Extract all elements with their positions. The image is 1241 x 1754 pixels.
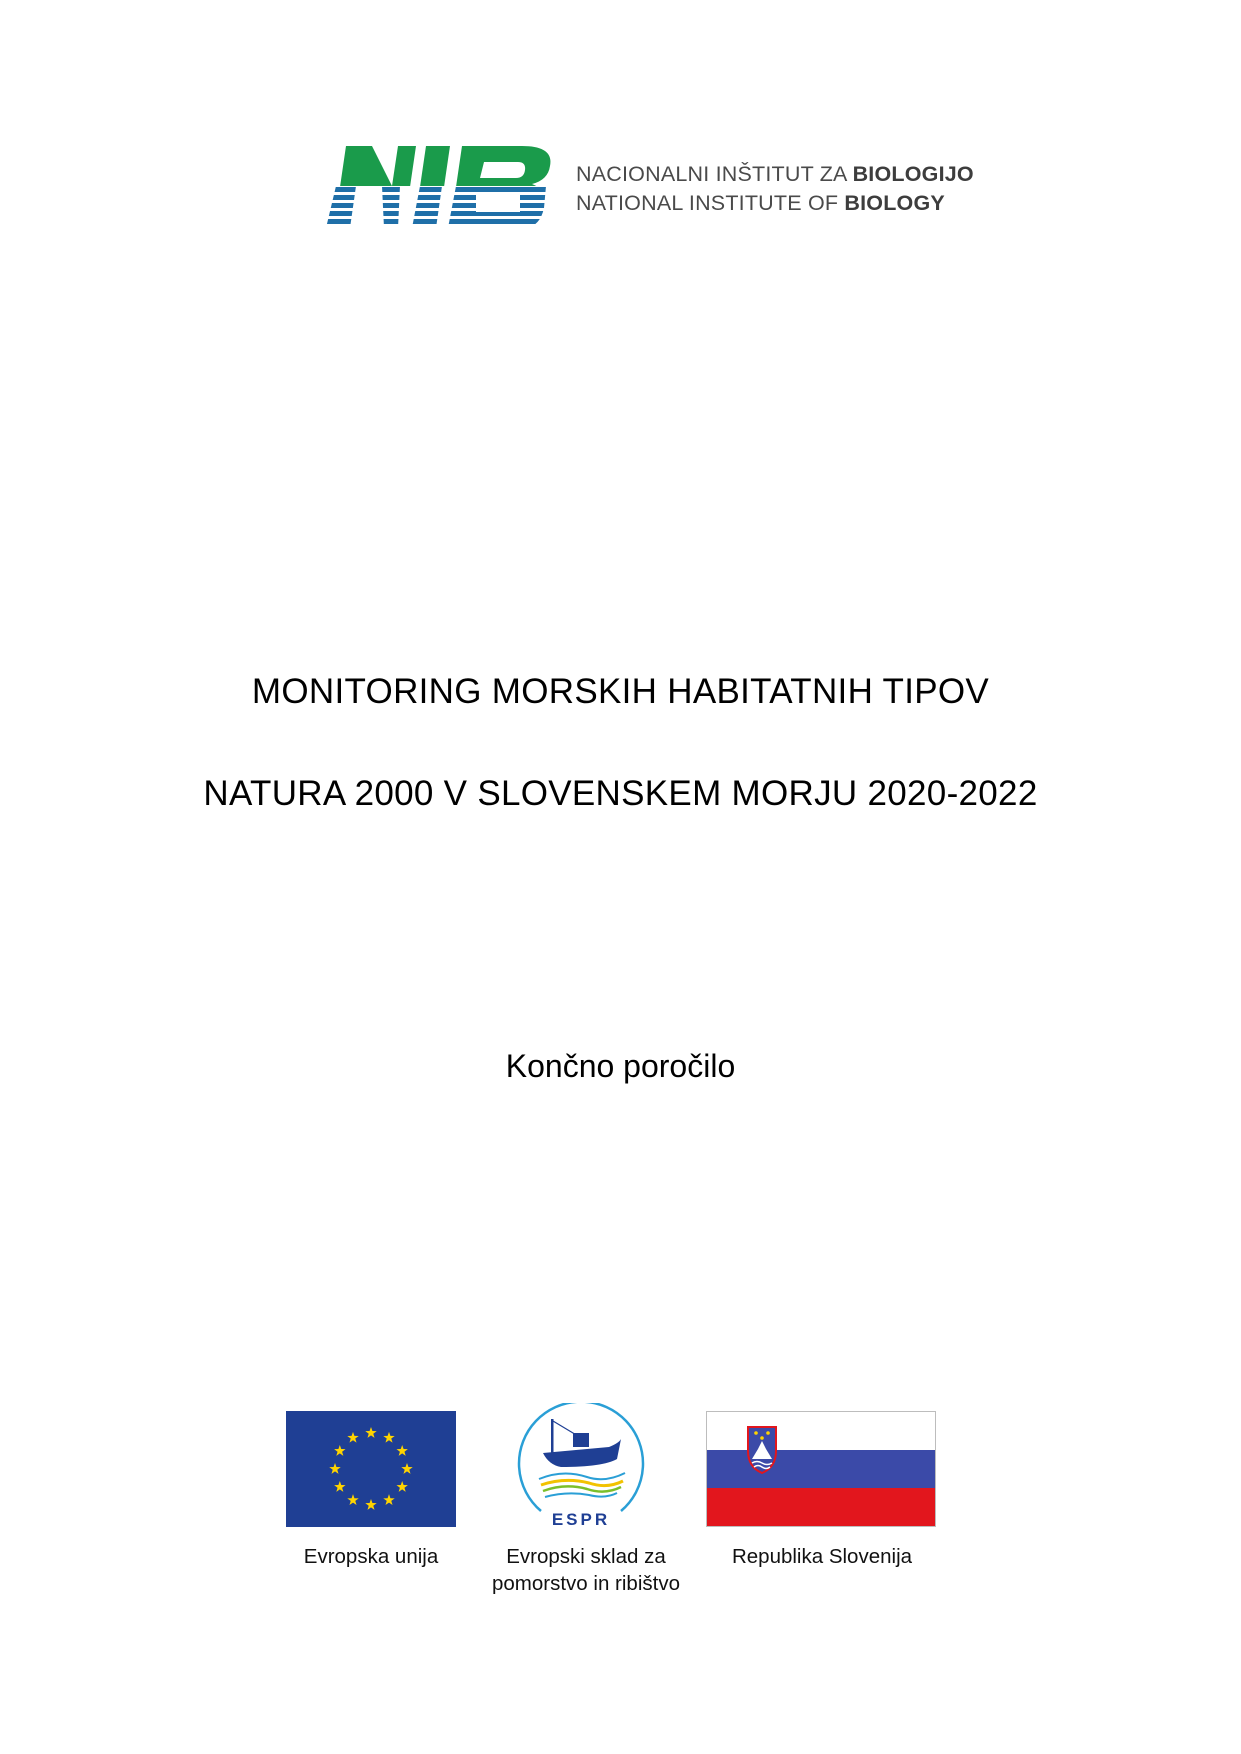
eu-caption: Evropska unija: [303, 1545, 439, 1568]
espr-logo: [513, 1403, 649, 1529]
espr-caption-line1: Evropski sklad za: [506, 1545, 666, 1568]
coat-of-arms-icon: [748, 1427, 776, 1473]
document-title-line1: MONITORING MORSKIH HABITATNIH TIPOV: [251, 672, 990, 711]
slovenia-caption: Republika Slovenija: [731, 1545, 913, 1568]
espr-caption-line2: pomorstvo in ribištvo: [492, 1572, 680, 1595]
nib-logo: [326, 146, 976, 228]
espr-caption: [466, 1543, 706, 1597]
institute-name-english: [576, 189, 974, 218]
document-title-line2: NATURA 2000 V SLOVENSKEM MORJU 2020-2022: [203, 774, 1038, 813]
espr-emblem-text: ESPR: [551, 1510, 611, 1529]
document-subtitle: Končno poročilo: [505, 1048, 736, 1084]
institute-name: [576, 160, 974, 218]
slovenia-flag-icon: [706, 1411, 936, 1527]
nib-logo-mark: [326, 146, 556, 228]
institute-name-slovene-bold: BIOLOGIJO: [852, 162, 974, 186]
institute-name-slovene: [576, 160, 974, 189]
institute-name-english-bold: BIOLOGY: [844, 191, 945, 215]
institute-name-english-regular: NATIONAL INSTITUTE OF: [576, 191, 845, 215]
eu-flag-icon: [286, 1411, 456, 1527]
institute-name-slovene-regular: NACIONALNI INŠTITUT ZA: [576, 162, 853, 186]
